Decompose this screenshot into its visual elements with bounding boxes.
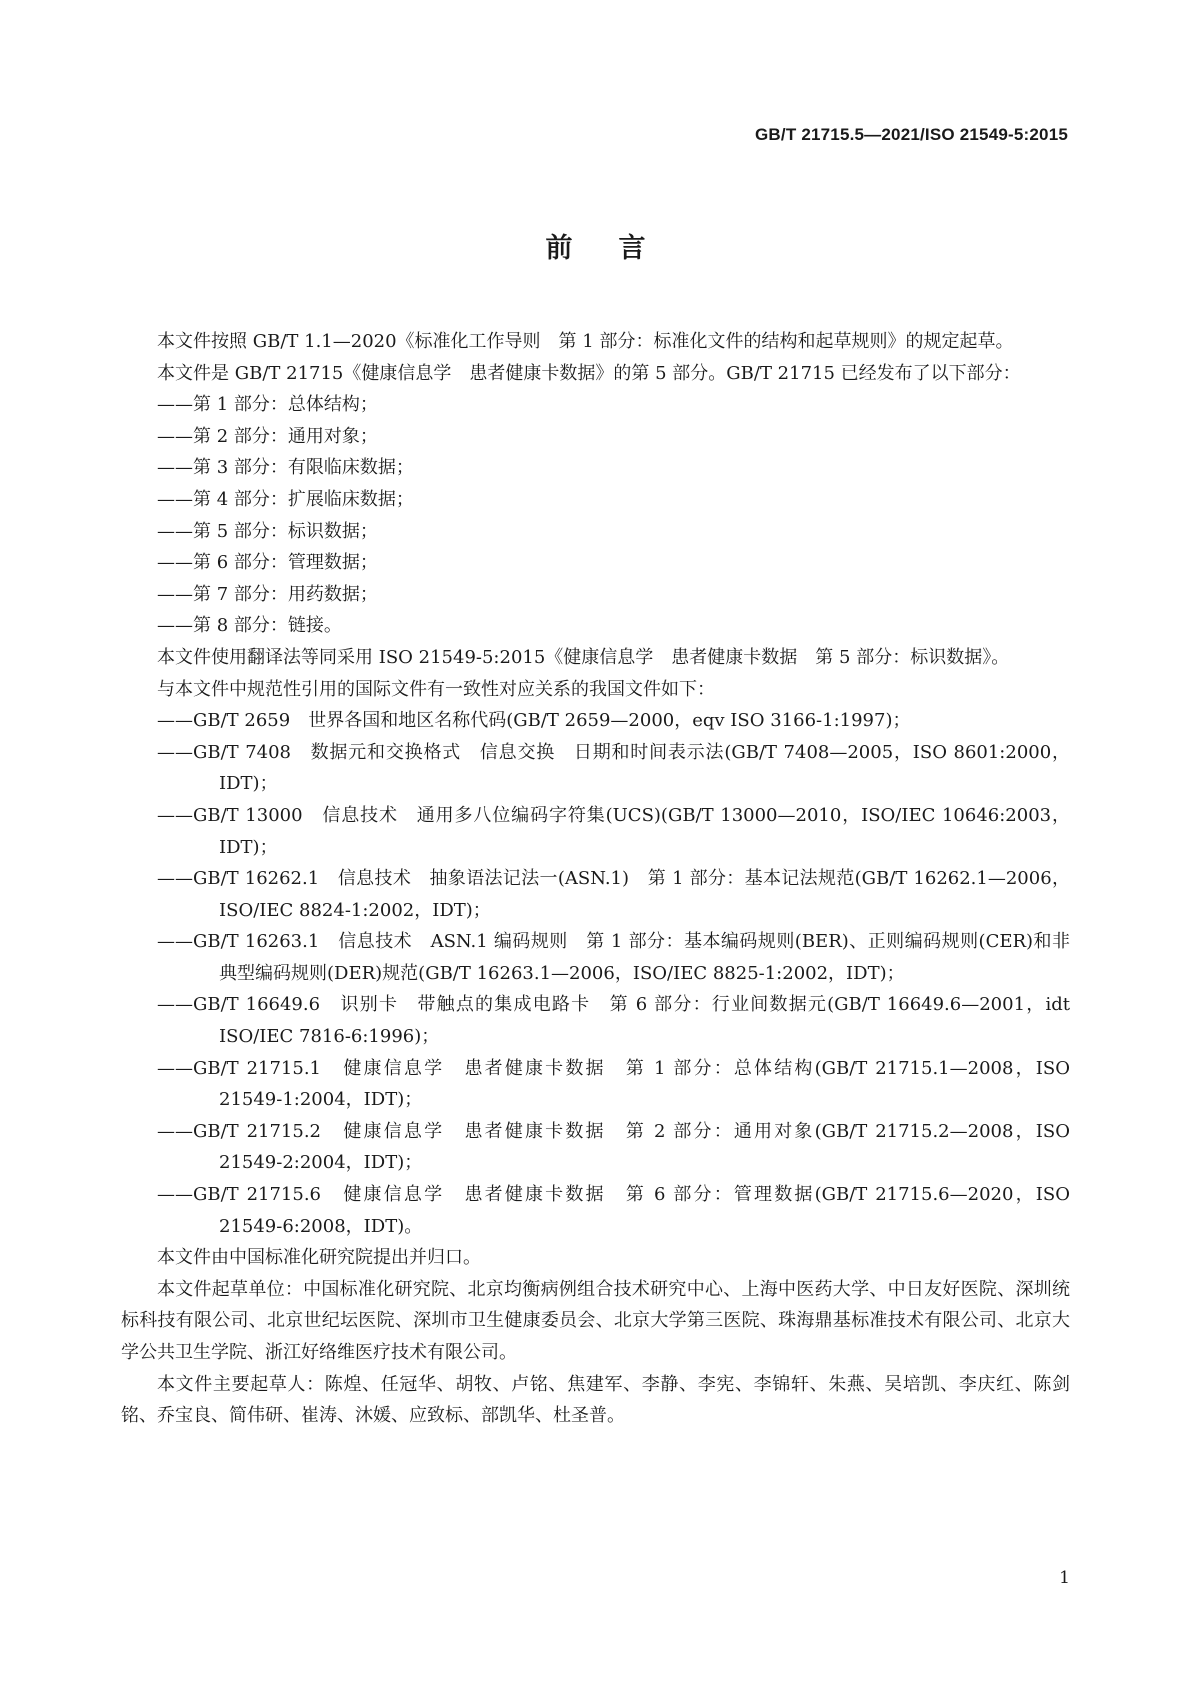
paragraph-adoption: 本文件使用翻译法等同采用 ISO 21549-5:2015《健康信息学 患者健康卡数据 第 5 部分：标识数据》。	[157, 646, 1010, 668]
list-item-part: ——第 5 部分：标识数据；	[157, 520, 378, 542]
paragraph-drafting-basis: 本文件按照 GB/T 1.1—2020《标准化工作导则 第 1 部分：标准化文件的结构和起草规则》的规定起草。	[157, 331, 1014, 352]
list-item-part: ——第 8 部分：链接。	[157, 615, 342, 637]
list-item-part: ——第 6 部分：管理数据；	[157, 552, 378, 574]
list-item-part: ——第 1 部分：总体结构；	[157, 394, 378, 416]
paragraph-part-intro: 本文件是 GB/T 21715《健康信息学 患者健康卡数据》的第 5 部分。GB/T 21715 已经发布了以下部分：	[157, 362, 1021, 384]
list-item-reference: ——GB/T 16262.1 信息技术 抽象语法记法一(ASN.1) 第 1 部分：基本记法规范(GB/T 16262.1—2006，ISO/IEC 8824-1:2002，IDT)；	[157, 868, 1070, 921]
list-item-reference: ——GB/T 2659 世界各国和地区名称代码(GB/T 2659—2000，eqv ISO 3166-1:1997)；	[157, 710, 911, 732]
list-item-reference: ——GB/T 13000 信息技术 通用多八位编码字符集(UCS)(GB/T 13000—2010，ISO/IEC 10646:2003，IDT)；	[157, 804, 1070, 858]
paragraph-drafting-units: 本文件起草单位：中国标准化研究院、北京均衡病例组合技术研究中心、上海中医药大学、中日友好医院、深圳统标科技有限公司、北京世纪坛医院、深圳市卫生健康委员会、北京大学第三医院、珠海鼎基标准技术有限公司、北京大学公共卫生学院、浙江好络维医疗技术有限公司。	[121, 1278, 1070, 1363]
page-title: 前言	[545, 233, 692, 264]
page-number: 1	[1059, 1568, 1070, 1588]
list-item-reference: ——GB/T 21715.1 健康信息学 患者健康卡数据 第 1 部分：总体结构(GB/T 21715.1—2008，ISO 21549-1:2004，IDT)；	[157, 1057, 1070, 1111]
paragraph-drafters: 本文件主要起草人：陈煌、任冠华、胡牧、卢铭、焦建军、李静、李宪、李锦轩、朱燕、吴培凯、李庆红、陈剑铭、乔宝良、简伟研、崔涛、沐媛、应致标、部凯华、杜圣普。	[121, 1373, 1070, 1427]
list-item-reference: ——GB/T 16649.6 识别卡 带触点的集成电路卡 第 6 部分：行业间数据元(GB/T 16649.6—2001，idt ISO/IEC 7816-6:1996)；	[157, 994, 1070, 1048]
list-item-part: ——第 2 部分：通用对象；	[157, 425, 378, 447]
list-item-reference: ——GB/T 16263.1 信息技术 ASN.1 编码规则 第 1 部分：基本编码规则(BER)、正则编码规则(CER)和非典型编码规则(DER)规范(GB/T 16263.1—2006，ISO/IEC 8825-1:2002，IDT)；	[157, 931, 1070, 984]
list-item-reference: ——GB/T 21715.6 健康信息学 患者健康卡数据 第 6 部分：管理数据(GB/T 21715.6—2020，ISO 21549-6:2008，IDT)。	[157, 1184, 1070, 1237]
standard-code-header: GB/T 21715.5—2021/ISO 21549-5:2015	[755, 125, 1068, 144]
paragraph-proposer: 本文件由中国标准化研究院提出并归口。	[157, 1247, 481, 1269]
list-item-part: ——第 3 部分：有限临床数据；	[157, 457, 414, 479]
list-item-reference: ——GB/T 21715.2 健康信息学 患者健康卡数据 第 2 部分：通用对象(GB/T 21715.2—2008，ISO 21549-2:2004，IDT)；	[157, 1120, 1070, 1174]
list-item-part: ——第 7 部分：用药数据；	[157, 583, 378, 605]
paragraph-references-intro: 与本文件中规范性引用的国际文件有一致性对应关系的我国文件如下：	[157, 678, 715, 700]
list-item-reference: ——GB/T 7408 数据元和交换格式 信息交换 日期和时间表示法(GB/T 7408—2005，ISO 8601:2000，IDT)；	[157, 741, 1070, 795]
list-item-part: ——第 4 部分：扩展临床数据；	[157, 488, 414, 510]
document-body	[121, 326, 1070, 1432]
